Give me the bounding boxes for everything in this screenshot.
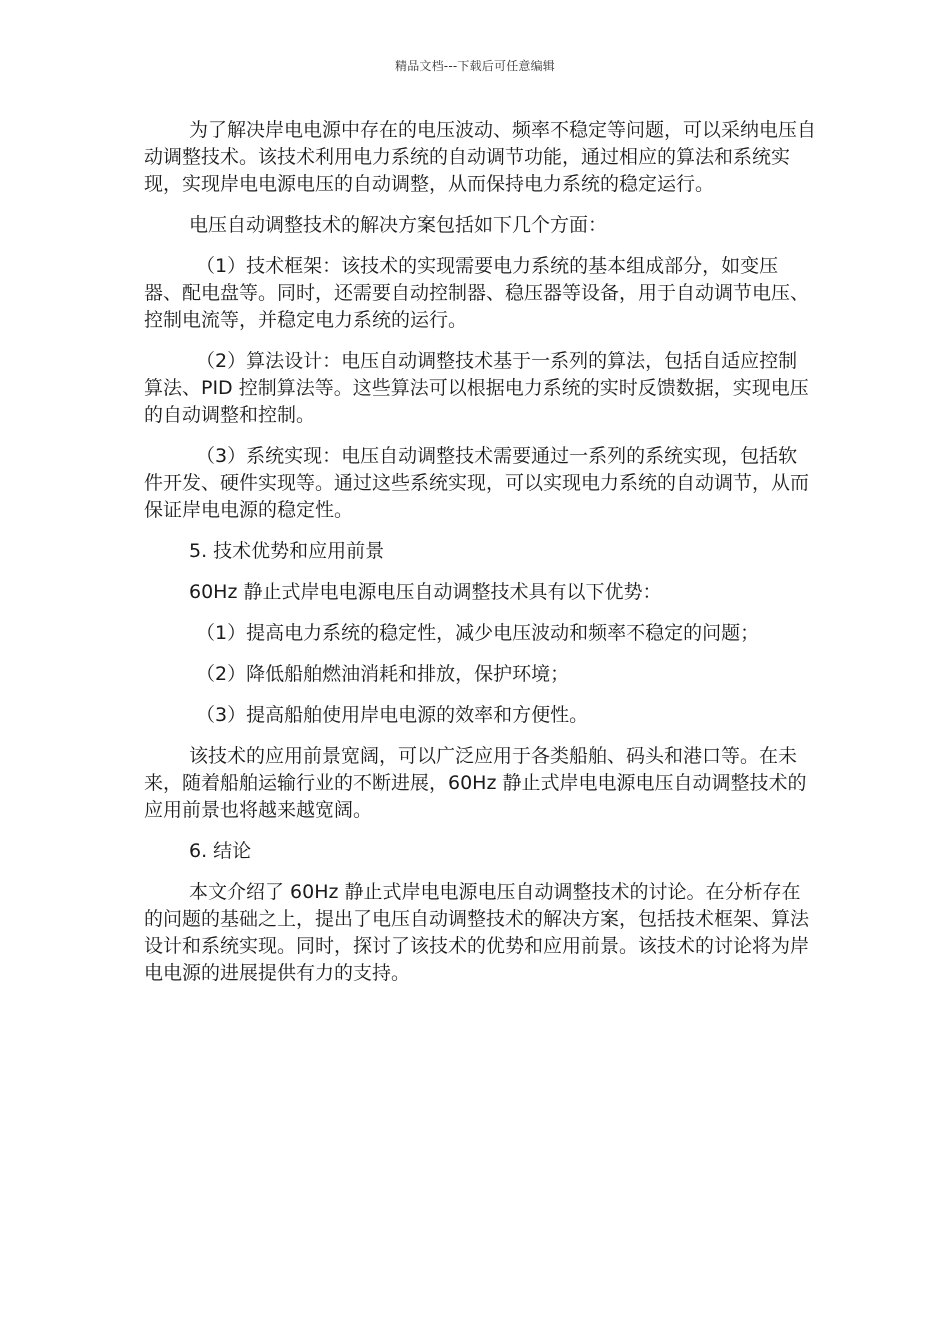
paragraph-item-framework: （1）技术框架：该技术的实现需要电力系统的基本组成部分，如变压器、配电盘等。同时，还需要自动控制器、稳压器等设备，用于自动调节电压、控制电流等，并稳定电力系统的运行。: [144, 255, 810, 331]
paragraph-advantage-2: （2）降低船舶燃油消耗和排放，保护环境；: [196, 663, 570, 685]
paragraph-solution-intro: 电压自动调整技术的解决方案包括如下几个方面：: [189, 214, 608, 236]
section-heading-advantages: 5. 技术优势和应用前景: [189, 540, 385, 562]
section-heading-conclusion: 6. 结论: [189, 840, 252, 862]
page-header: 精品文档---下载后可任意编辑: [395, 59, 555, 73]
paragraph-advantage-3: （3）提高船舶使用岸电电源的效率和方便性。: [196, 704, 589, 726]
paragraph-item-system: （3）系统实现：电压自动调整技术需要通过一系列的系统实现，包括软件开发、硬件实现等。通过这些系统实现，可以实现电力系统的自动调节，从而保证岸电电源的稳定性。: [144, 445, 810, 521]
paragraph-prospects: 该技术的应用前景宽阔，可以广泛应用于各类船舶、码头和港口等。在未来，随着船舶运输行业的不断进展，60Hz 静止式岸电电源电压自动调整技术的应用前景也将越来越宽阔。: [144, 745, 807, 821]
paragraph-intro: 为了解决岸电电源中存在的电压波动、频率不稳定等问题，可以采纳电压自动调整技术。该技术利用电力系统的自动调节功能，通过相应的算法和系统实现，实现岸电电源电压的自动调整，从而保持电力系统的稳定运行。: [144, 119, 817, 195]
paragraph-advantage-1: （1）提高电力系统的稳定性，减少电压波动和频率不稳定的问题；: [196, 622, 760, 644]
document-body: [144, 117, 816, 1001]
paragraph-item-algorithm: （2）算法设计：电压自动调整技术基于一系列的算法，包括自适应控制算法、PID 控制算法等。这些算法可以根据电力系统的实时反馈数据，实现电压的自动调整和控制。: [144, 350, 809, 426]
paragraph-advantages-intro: 60Hz 静止式岸电电源电压自动调整技术具有以下优势：: [189, 581, 662, 603]
paragraph-conclusion: 本文介绍了 60Hz 静止式岸电电源电压自动调整技术的讨论。在分析存在的问题的基础之上，提出了电压自动调整技术的解决方案，包括技术框架、算法设计和系统实现。同时，探讨了该技术的优势和应用前景。该技术的讨论将为岸电电源的进展提供有力的支持。: [144, 881, 810, 984]
